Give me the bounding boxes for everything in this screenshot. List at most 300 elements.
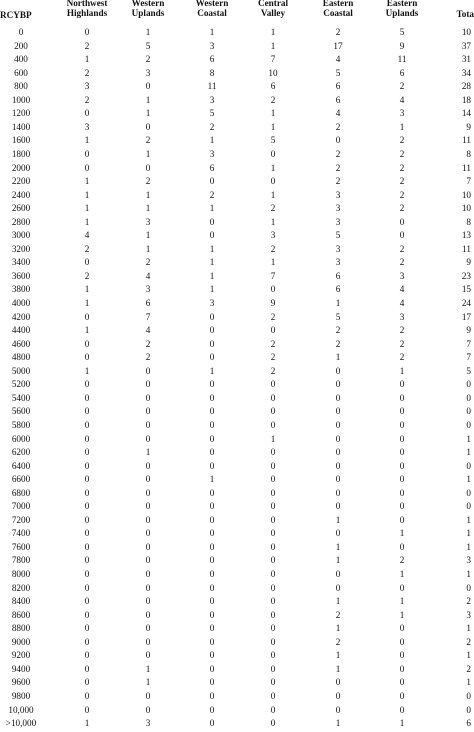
- table-cell: 0: [399, 379, 405, 390]
- column-header-line1: Western: [195, 0, 229, 8]
- table-cell: 0: [335, 419, 341, 430]
- table-cell: 0: [335, 487, 341, 498]
- table-cell: 4: [399, 284, 405, 295]
- table-cell: 0: [399, 392, 405, 403]
- table-cell: 0: [209, 447, 215, 458]
- column-header: [178, 0, 246, 18]
- row-rcybp-label: 4800: [11, 352, 31, 363]
- table-cell: 0: [270, 460, 276, 471]
- table-cell: 0: [145, 474, 151, 485]
- table-cell: 0: [209, 419, 215, 430]
- total-cell: 10: [461, 27, 471, 37]
- table-cell: 1: [209, 474, 215, 485]
- table-cell: 1: [399, 609, 405, 620]
- column-header: [114, 0, 182, 18]
- table-cell: 1: [335, 541, 341, 552]
- table-cell: 1: [209, 284, 215, 295]
- column-header-line1: Eastern: [322, 0, 354, 8]
- total-cell: 2: [466, 596, 471, 607]
- table-cell: 0: [209, 379, 215, 390]
- total-cell: 0: [466, 582, 471, 593]
- table-cell: 0: [209, 352, 215, 363]
- table-cell: 1: [84, 365, 90, 376]
- table-cell: 0: [270, 148, 276, 159]
- table-cell: 0: [270, 704, 276, 715]
- total-cell: 11: [462, 162, 471, 173]
- total-cell: 37: [461, 40, 471, 51]
- table-cell: 0: [209, 663, 215, 674]
- table-cell: 0: [399, 487, 405, 498]
- header-rcybp: [0, 11, 46, 21]
- table-cell: 0: [335, 460, 341, 471]
- table-cell: 5: [209, 108, 215, 119]
- table-cell: 0: [270, 582, 276, 593]
- table-cell: 0: [399, 650, 405, 661]
- table-cell: 0: [270, 609, 276, 620]
- row-rcybp-label: 2000: [11, 162, 31, 173]
- total-cell: 1: [466, 650, 471, 661]
- table-cell: 1: [209, 27, 215, 37]
- table-cell: 0: [270, 569, 276, 579]
- table-cell: 0: [270, 501, 276, 512]
- table-cell: 2: [399, 203, 405, 214]
- table-cell: 0: [209, 460, 215, 471]
- table-cell: 2: [270, 365, 276, 376]
- table-cell: 0: [84, 501, 90, 512]
- table-cell: 7: [270, 54, 276, 65]
- total-cell: 9: [466, 257, 471, 268]
- table-cell: 1: [145, 189, 151, 200]
- table-cell: 0: [399, 447, 405, 458]
- table-cell: 2: [399, 555, 405, 566]
- table-cell: 2: [84, 243, 90, 254]
- table-cell: 0: [84, 663, 90, 674]
- table-cell: 1: [399, 596, 405, 607]
- row-rcybp-label: 7800: [11, 555, 31, 566]
- table-cell: 0: [84, 582, 90, 593]
- table-cell: 0: [84, 379, 90, 390]
- table-cell: 1: [335, 623, 341, 634]
- column-header-line2: Coastal: [323, 7, 353, 18]
- table-cell: 5: [335, 67, 341, 78]
- table-cell: 3: [145, 718, 151, 729]
- table-cell: 0: [145, 365, 151, 376]
- table-cell: 0: [399, 230, 405, 241]
- row-rcybp-label: 2600: [11, 203, 31, 214]
- table-cell: 0: [209, 338, 215, 349]
- table-cell: 0: [270, 718, 276, 729]
- total-cell: 1: [466, 433, 471, 444]
- table-cell: 2: [84, 67, 90, 78]
- table-cell: 1: [145, 27, 151, 37]
- table-cell: 0: [84, 596, 90, 607]
- table-cell: 6: [145, 298, 151, 308]
- table-cell: 0: [209, 406, 215, 417]
- table-cell: 9: [270, 298, 276, 308]
- table-cell: 2: [399, 148, 405, 159]
- table-cell: 0: [84, 433, 90, 444]
- total-cell: 7: [466, 338, 471, 349]
- table-cell: 0: [84, 311, 90, 322]
- table-cell: 0: [145, 419, 151, 430]
- table-cell: 1: [84, 718, 90, 729]
- column-header: [304, 0, 372, 18]
- table-cell: 2: [335, 162, 341, 173]
- table-cell: 0: [145, 690, 151, 701]
- table-cell: 0: [270, 541, 276, 552]
- table-cell: 5: [270, 135, 276, 146]
- table-cell: 0: [270, 487, 276, 498]
- total-cell: 0: [466, 704, 471, 715]
- row-rcybp-label: 1200: [11, 108, 31, 119]
- table-cell: 1: [209, 243, 215, 254]
- table-cell: 0: [270, 663, 276, 674]
- row-rcybp-label: 6400: [11, 460, 31, 471]
- table-cell: 0: [84, 162, 90, 173]
- table-cell: 0: [209, 690, 215, 701]
- table-cell: 5: [335, 311, 341, 322]
- table-cell: 0: [270, 690, 276, 701]
- table-cell: 2: [399, 243, 405, 254]
- table-cell: 6: [270, 81, 276, 92]
- table-cell: 1: [209, 365, 215, 376]
- table-cell: 0: [84, 609, 90, 620]
- table-cell: 0: [335, 433, 341, 444]
- table-cell: 1: [335, 718, 341, 729]
- table-cell: 0: [145, 609, 151, 620]
- row-rcybp-label: 400: [14, 54, 28, 65]
- table-cell: 0: [399, 677, 405, 688]
- table-cell: 0: [335, 365, 341, 376]
- table-cell: 2: [399, 189, 405, 200]
- table-cell: 0: [84, 555, 90, 566]
- table-cell: 5: [335, 230, 341, 241]
- table-cell: 0: [270, 176, 276, 187]
- row-rcybp-label: 200: [14, 40, 28, 51]
- table-cell: 2: [399, 338, 405, 349]
- table-cell: 1: [84, 176, 90, 187]
- row-rcybp-label: 2400: [11, 189, 31, 200]
- table-cell: 0: [270, 419, 276, 430]
- table-cell: 0: [145, 487, 151, 498]
- total-cell: 2: [466, 636, 471, 647]
- table-cell: 0: [84, 27, 90, 37]
- table-cell: 0: [209, 596, 215, 607]
- table-cell: 0: [209, 718, 215, 729]
- column-header: [239, 0, 307, 18]
- table-cell: 0: [84, 447, 90, 458]
- table-cell: 1: [145, 243, 151, 254]
- table-cell: 0: [145, 406, 151, 417]
- table-cell: 2: [335, 148, 341, 159]
- table-cell: 0: [209, 650, 215, 661]
- table-cell: 2: [399, 81, 405, 92]
- total-cell: 0: [466, 379, 471, 390]
- table-cell: 1: [145, 94, 151, 105]
- table-cell: 0: [209, 230, 215, 241]
- table-cell: 0: [145, 636, 151, 647]
- table-cell: 1: [335, 650, 341, 661]
- table-cell: 1: [270, 216, 276, 227]
- table-cell: 4: [84, 230, 90, 241]
- column-header-line1: Central: [257, 0, 289, 8]
- table-cell: 0: [399, 623, 405, 634]
- table-cell: 1: [84, 135, 90, 146]
- table-cell: 0: [145, 514, 151, 525]
- total-cell: 15: [461, 284, 471, 295]
- table-cell: 0: [399, 704, 405, 715]
- total-cell: 1: [466, 474, 471, 485]
- row-rcybp-label: 9800: [11, 690, 31, 701]
- table-cell: 2: [270, 338, 276, 349]
- row-rcybp-label: 4000: [11, 298, 31, 308]
- total-cell: 6: [466, 718, 471, 729]
- table-cell: 0: [270, 406, 276, 417]
- table-cell: 0: [270, 284, 276, 295]
- table-cell: 1: [335, 596, 341, 607]
- table-cell: 2: [145, 54, 151, 65]
- table-cell: 10: [268, 67, 278, 78]
- row-rcybp-label: 7600: [11, 541, 31, 552]
- table-cell: 0: [84, 419, 90, 430]
- table-cell: 0: [84, 352, 90, 363]
- table-cell: 0: [270, 528, 276, 539]
- row-rcybp-label: 5800: [11, 419, 31, 430]
- table-cell: 0: [399, 474, 405, 485]
- table-cell: 3: [209, 148, 215, 159]
- row-rcybp-label: 6600: [11, 474, 31, 485]
- column-header-line1: Tota: [456, 9, 474, 19]
- row-rcybp-label: 6200: [11, 447, 31, 458]
- total-cell: 0: [466, 690, 471, 701]
- total-cell: 7: [466, 176, 471, 187]
- row-rcybp-label: 1000: [11, 94, 31, 105]
- column-header-line1: Eastern: [386, 0, 418, 8]
- table-cell: 3: [145, 67, 151, 78]
- row-rcybp-label: 3200: [11, 243, 31, 254]
- row-rcybp-label: 3000: [11, 230, 31, 241]
- total-cell: 1: [466, 623, 471, 634]
- table-cell: 2: [145, 176, 151, 187]
- total-cell: 8: [466, 148, 471, 159]
- table-cell: 1: [84, 325, 90, 336]
- table-cell: 0: [84, 514, 90, 525]
- table-cell: 1: [84, 54, 90, 65]
- table-cell: 0: [145, 582, 151, 593]
- row-rcybp-label: 8200: [11, 582, 31, 593]
- table-cell: 0: [209, 433, 215, 444]
- table-cell: 0: [209, 677, 215, 688]
- total-cell: 3: [466, 609, 471, 620]
- table-cell: 6: [209, 162, 215, 173]
- table-cell: 2: [335, 121, 341, 132]
- table-cell: 0: [145, 596, 151, 607]
- table-cell: 1: [270, 27, 276, 37]
- total-cell: 0: [466, 460, 471, 471]
- row-rcybp-label: 7000: [11, 501, 31, 512]
- table-cell: 0: [145, 121, 151, 132]
- table-cell: 6: [335, 270, 341, 281]
- table-cell: 3: [84, 81, 90, 92]
- table-cell: 2: [270, 352, 276, 363]
- table-cell: 6: [335, 284, 341, 295]
- row-rcybp-label: 1600: [11, 135, 31, 146]
- total-cell: 0: [466, 487, 471, 498]
- total-cell: 5: [466, 365, 471, 376]
- table-cell: 3: [335, 203, 341, 214]
- row-rcybp-label: 9400: [11, 663, 31, 674]
- column-header-line2: Uplands: [131, 7, 165, 18]
- table-cell: 0: [399, 663, 405, 674]
- table-cell: 1: [145, 677, 151, 688]
- table-cell: 1: [84, 203, 90, 214]
- table-cell: 1: [270, 257, 276, 268]
- table-cell: 2: [335, 27, 341, 37]
- total-cell: 10: [461, 203, 471, 214]
- row-rcybp-label: 8000: [11, 569, 31, 579]
- table-cell: 0: [399, 460, 405, 471]
- table-cell: 17: [333, 40, 343, 51]
- table-cell: 2: [270, 94, 276, 105]
- table-cell: 5: [399, 27, 405, 37]
- table-cell: 4: [145, 325, 151, 336]
- column-header: [441, 10, 474, 20]
- table-cell: 0: [84, 474, 90, 485]
- table-cell: 0: [270, 650, 276, 661]
- table-cell: 1: [399, 365, 405, 376]
- table-cell: 0: [145, 650, 151, 661]
- table-cell: 3: [209, 298, 215, 308]
- row-rcybp-label: 7200: [11, 514, 31, 525]
- table-cell: 0: [84, 623, 90, 634]
- row-rcybp-label: 6800: [11, 487, 31, 498]
- table-cell: 3: [335, 257, 341, 268]
- table-cell: 2: [270, 311, 276, 322]
- table-cell: 0: [335, 406, 341, 417]
- row-rcybp-label: 4400: [11, 325, 31, 336]
- table-cell: 0: [145, 81, 151, 92]
- table-cell: 0: [335, 501, 341, 512]
- table-cell: 1: [145, 230, 151, 241]
- table-cell: 0: [209, 636, 215, 647]
- table-cell: 2: [399, 176, 405, 187]
- table-cell: 1: [270, 121, 276, 132]
- row-rcybp-label: >10,000: [5, 718, 37, 729]
- column-header-line1: Northwest: [66, 0, 108, 8]
- row-rcybp-label: 9200: [11, 650, 31, 661]
- table-cell: 2: [335, 609, 341, 620]
- table-cell: 0: [209, 609, 215, 620]
- table-cell: 1: [335, 352, 341, 363]
- table-cell: 2: [209, 121, 215, 132]
- column-header-line2: Valley: [260, 7, 286, 18]
- table-cell: 0: [209, 325, 215, 336]
- total-cell: 7: [466, 352, 471, 363]
- total-cell: 0: [466, 501, 471, 512]
- table-cell: 7: [270, 270, 276, 281]
- table-cell: 0: [145, 379, 151, 390]
- table-cell: 0: [209, 311, 215, 322]
- table-cell: 0: [84, 569, 90, 579]
- total-cell: 13: [461, 230, 471, 241]
- table-cell: 1: [84, 216, 90, 227]
- table-cell: 0: [399, 514, 405, 525]
- table-cell: 4: [399, 298, 405, 308]
- table-cell: 0: [209, 582, 215, 593]
- total-cell: 0: [466, 392, 471, 403]
- table-cell: 1: [145, 203, 151, 214]
- table-cell: 0: [84, 650, 90, 661]
- table-cell: 3: [335, 216, 341, 227]
- total-cell: 1: [466, 528, 471, 539]
- row-rcybp-label: 2800: [11, 216, 31, 227]
- table-cell: 0: [270, 379, 276, 390]
- row-rcybp-label: 4200: [11, 311, 31, 322]
- table-cell: 0: [145, 460, 151, 471]
- table-cell: 2: [84, 40, 90, 51]
- table-cell: 1: [145, 108, 151, 119]
- table-cell: 0: [270, 596, 276, 607]
- table-cell: 1: [399, 121, 405, 132]
- table-cell: 1: [145, 447, 151, 458]
- column-header: [368, 0, 436, 18]
- table-cell: 1: [270, 108, 276, 119]
- row-rcybp-label: 800: [14, 81, 28, 92]
- table-cell: 4: [399, 94, 405, 105]
- table-cell: 2: [399, 257, 405, 268]
- table-cell: 3: [145, 216, 151, 227]
- table-cell: 0: [399, 582, 405, 593]
- row-rcybp-label: 9000: [11, 636, 31, 647]
- table-cell: 0: [270, 392, 276, 403]
- table-cell: 0: [270, 623, 276, 634]
- row-rcybp-label: 3400: [11, 257, 31, 268]
- table-cell: 1: [399, 718, 405, 729]
- total-cell: 11: [462, 135, 471, 146]
- table-cell: 0: [270, 325, 276, 336]
- table-cell: 0: [84, 528, 90, 539]
- table-cell: 0: [209, 541, 215, 552]
- table-cell: 2: [335, 325, 341, 336]
- row-rcybp-label: 0: [18, 27, 24, 37]
- row-rcybp-label: 10,000: [8, 704, 34, 715]
- table-cell: 6: [335, 94, 341, 105]
- table-cell: 0: [209, 569, 215, 579]
- row-rcybp-label: 5200: [11, 379, 31, 390]
- row-rcybp-label: 3800: [11, 284, 31, 295]
- total-cell: 1: [466, 569, 471, 579]
- table-cell: 2: [209, 189, 215, 200]
- table-cell: 2: [145, 135, 151, 146]
- table-cell: 8: [209, 67, 215, 78]
- table-cell: 3: [209, 94, 215, 105]
- table-cell: 1: [399, 569, 405, 579]
- row-rcybp-label: 5400: [11, 392, 31, 403]
- row-rcybp-label: 7400: [11, 528, 31, 539]
- table-cell: 6: [209, 54, 215, 65]
- table-cell: 0: [209, 392, 215, 403]
- table-cell: 0: [335, 135, 341, 146]
- table-cell: 0: [335, 704, 341, 715]
- table-cell: 1: [209, 257, 215, 268]
- table-cell: 1: [270, 162, 276, 173]
- table-cell: 3: [335, 243, 341, 254]
- table-cell: 0: [335, 677, 341, 688]
- row-rcybp-label: 2200: [11, 176, 31, 187]
- row-rcybp-label: 8400: [11, 596, 31, 607]
- table-cell: 0: [84, 392, 90, 403]
- table-cell: 9: [399, 40, 405, 51]
